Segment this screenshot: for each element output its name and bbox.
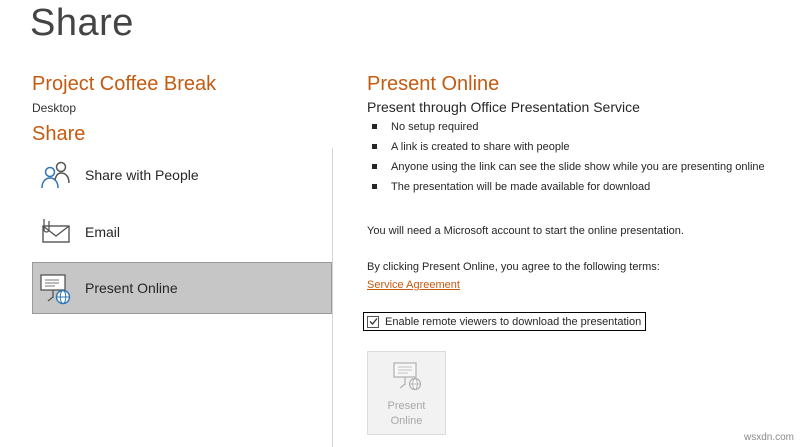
button-label-line: Present [387,400,426,412]
button-label-line: Online [390,415,423,427]
document-location: Desktop [32,101,77,115]
feature-text: Anyone using the link can see the slide show while you are presenting online [391,161,765,173]
email-label: Email [85,224,121,240]
bullet-icon [372,164,377,169]
share-options-list [32,148,332,317]
feature-item [372,180,765,200]
bullet-icon [372,184,377,189]
bullet-icon [372,144,377,149]
detail-subtitle: Present through Office Presentation Service [367,99,640,115]
feature-list [372,120,765,200]
present-online-label: Present Online [85,280,178,296]
present-online-button[interactable] [367,351,446,435]
download-option-label: Enable remote viewers to download the presentation [385,315,642,328]
share-section-title: Share [32,123,86,145]
share-with-people-option[interactable] [32,148,332,202]
email-option[interactable] [32,205,332,259]
service-agreement-link[interactable]: Service Agreement [367,279,460,291]
share-people-icon [37,157,73,193]
download-option-checkbox-row[interactable] [363,312,646,331]
checkmark-icon [369,317,378,326]
detail-title: Present Online [367,73,500,95]
feature-item [372,140,765,160]
document-name: Project Coffee Break [32,73,217,95]
present-online-icon [390,361,424,396]
download-checkbox[interactable] [367,316,379,328]
present-online-icon [37,270,73,306]
bullet-icon [372,124,377,129]
account-note: You will need a Microsoft account to start the online presentation. [367,225,684,237]
email-icon [37,214,73,250]
share-with-people-label: Share with People [85,167,199,183]
feature-text: The presentation will be made available for download [391,181,651,193]
feature-text: No setup required [391,121,479,133]
pane-divider [332,148,333,447]
feature-item [372,120,765,140]
terms-note: By clicking Present Online, you agree to the following terms: [367,261,660,273]
present-online-option[interactable] [32,262,332,314]
feature-text: A link is created to share with people [391,141,570,153]
feature-item [372,160,765,180]
present-online-button-label [388,399,426,429]
page-title: Share [30,2,134,44]
watermark: wsxdn.com [743,432,794,443]
